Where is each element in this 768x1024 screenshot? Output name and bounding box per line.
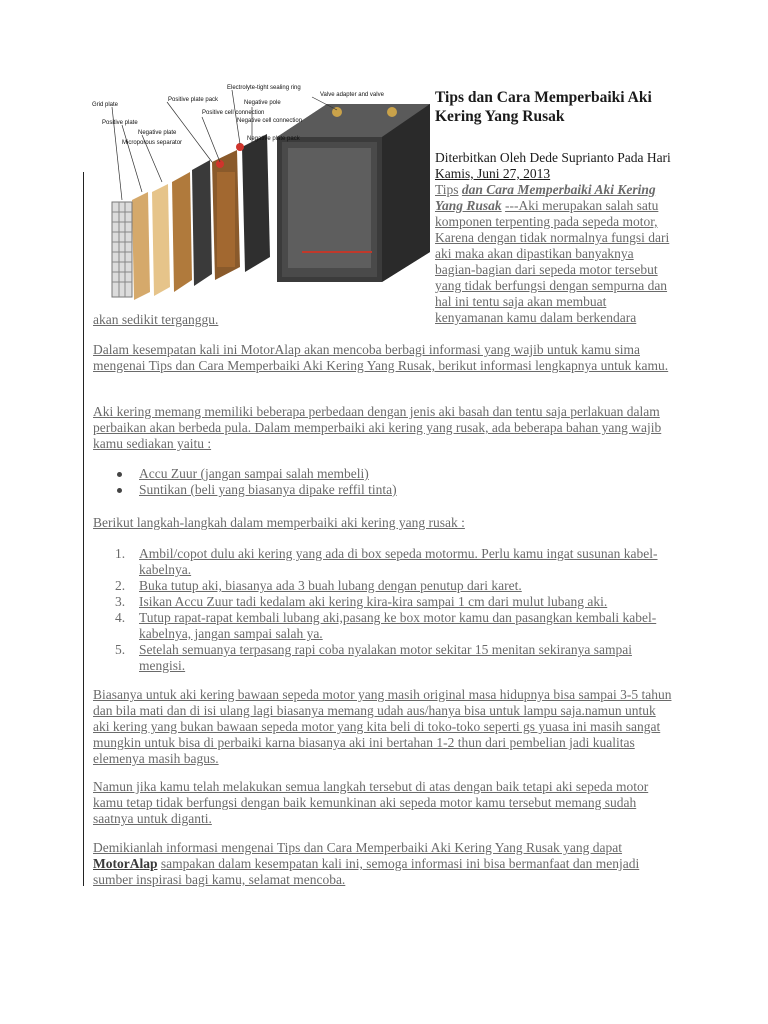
steps-list	[93, 546, 673, 674]
list-item: Accu Zuur (jangan sampai salah membeli)	[93, 466, 673, 482]
intro-tips-link[interactable]: Tips	[435, 182, 459, 197]
paragraph-2-text: Aki kering memang memiliki beberapa perbedaan dengan jenis aki basah dan tentu saja perlakuan dalam perbaikan akan berbeda pula. Dalam memperbaiki aki kering yang rusak, ada beberapa bahan yang wajib kamu sediakan yaitu :	[93, 404, 662, 451]
label-positive-cell-connection: Positive cell connection	[202, 110, 265, 116]
steps-intro	[93, 515, 673, 531]
materials-list	[93, 466, 673, 498]
battery-diagram-image	[92, 82, 430, 304]
article-header	[435, 88, 675, 326]
label-sealing-ring: Electrolyte-tight sealing ring	[227, 85, 301, 91]
paragraph-2	[93, 404, 673, 452]
intro-text: ---Aki merupakan salah satu komponen terpenting pada sepeda motor, Karena dengan tidak normalnya fungsi dari aki maka akan dipastikan banyaknya bagian-bagian dari sepeda motor tersebut yang tidak berfungsi dengan sempurna dan hal ini tentu saja akan membuat kenyamanan kamu dalam berkendara	[435, 198, 670, 325]
intro-tail-text: akan sedikit terganggu.	[93, 312, 219, 327]
step-item: 4. Tutup rapat-rapat kembali lubang aki,pasang ke box motor kamu dan pasangkan kembali kabel-kabelnya, jangan sampai salah ya.	[115, 610, 657, 641]
list-item: Suntikan (beli yang biasanya dipake reffil tinta)	[93, 482, 673, 498]
intro-bold-title: dan Cara Memperbaiki Aki Kering Yang Rusak	[435, 182, 656, 213]
label-positive-plate-pack: Positive plate pack	[168, 97, 219, 103]
byline-prefix: Diterbitkan Oleh Dede Suprianto Pada Hari	[435, 150, 671, 165]
left-margin-rule	[83, 172, 84, 886]
step-item: 3. Isikan Accu Zuur tadi kedalam aki kering kira-kira sampai 1 cm dari mulut lubang aki.	[115, 594, 608, 609]
intro-tail	[93, 312, 673, 328]
paragraph-4-text: Namun jika kamu telah melakukan semua langkah tersebut di atas dengan baik tetapi aki sepeda motor kamu tetap tidak berfungsi dengan baik kemunkinan aki sepeda motor kamu tersebut memang sudah saatnya untuk diganti.	[93, 779, 649, 826]
step-item: 2. Buka tutup aki, biasanya ada 3 buah lubang dengan penutup dari karet.	[115, 578, 522, 593]
label-grid-plate: Grid plate	[92, 102, 119, 108]
label-negative-plate: Negative plate	[138, 130, 177, 136]
paragraph-5-text: Demikianlah informasi mengenai Tips dan Cara Memperbaiki Aki Kering Yang Rusak yang dapat MotorAlap sampakan dalam kesempatan kali ini, semoga informasi ini bisa bermanfaat dan menjadi sumber inspirasi bagi kamu, selamat mencoba.	[93, 840, 640, 887]
article-title: Tips dan Cara Memperbaiki Aki Kering Yang Rusak	[435, 89, 652, 125]
label-negative-pole: Negative pole	[244, 100, 281, 106]
step-item: 1. Ambil/copot dulu aki kering yang ada di box sepeda motormu. Perlu kamu ingat susunan kabel-kabelnya.	[115, 546, 658, 577]
label-microporous-separator: Microporous separator	[122, 140, 183, 146]
paragraph-3	[93, 687, 673, 767]
label-negative-plate-pack: Negative plate pack	[247, 136, 300, 142]
label-positive-plate: Positive plate	[102, 120, 138, 126]
paragraph-3-text: Biasanya untuk aki kering bawaan sepeda motor yang masih original masa hidupnya bisa sampai 3-5 tahun dan bila mati dan di isi ulang lagi biasanya memang udah aus/hanya bisa untuk lampu saja.namun untuk aki kering yang bukan bawaan sepeda motor yang kita beli di toko-toko seperti gs yuasa ini masih sangat mungkin untuk bisa di perbaiki karna biasanya aki ini bertahan 1-2 thun dari pembelian jadi kualitas elemenya masih bagus.	[93, 687, 672, 766]
grid-plate-shape	[112, 202, 132, 297]
label-negative-cell-connection: Negative cell connection	[237, 118, 303, 124]
motoralap-link[interactable]: MotorAlap	[93, 856, 158, 871]
byline	[435, 150, 675, 182]
paragraph-1	[93, 342, 673, 374]
paragraph-1-text: Dalam kesempatan kali ini MotorAlap akan mencoba berbagi informasi yang wajib untuk kamu sima mengenai Tips dan Cara Memperbaiki Aki Kering Yang Rusak, berikut informasi lengkapnya untuk kamu.	[93, 342, 669, 373]
paragraph-5	[93, 840, 673, 888]
steps-intro-text: Berikut langkah-langkah dalam memperbaiki aki kering yang rusak :	[93, 515, 465, 530]
paragraph-4	[93, 779, 673, 827]
publish-date-link[interactable]: Kamis, Juni 27, 2013	[435, 166, 551, 181]
intro-paragraph	[435, 182, 675, 326]
step-item: 5. Setelah semuanya terpasang rapi coba nyalakan motor sekitar 15 menitan sekiranya sampai mengisi.	[115, 642, 632, 673]
label-valve-adapter: Valve adapter and valve	[320, 92, 384, 98]
